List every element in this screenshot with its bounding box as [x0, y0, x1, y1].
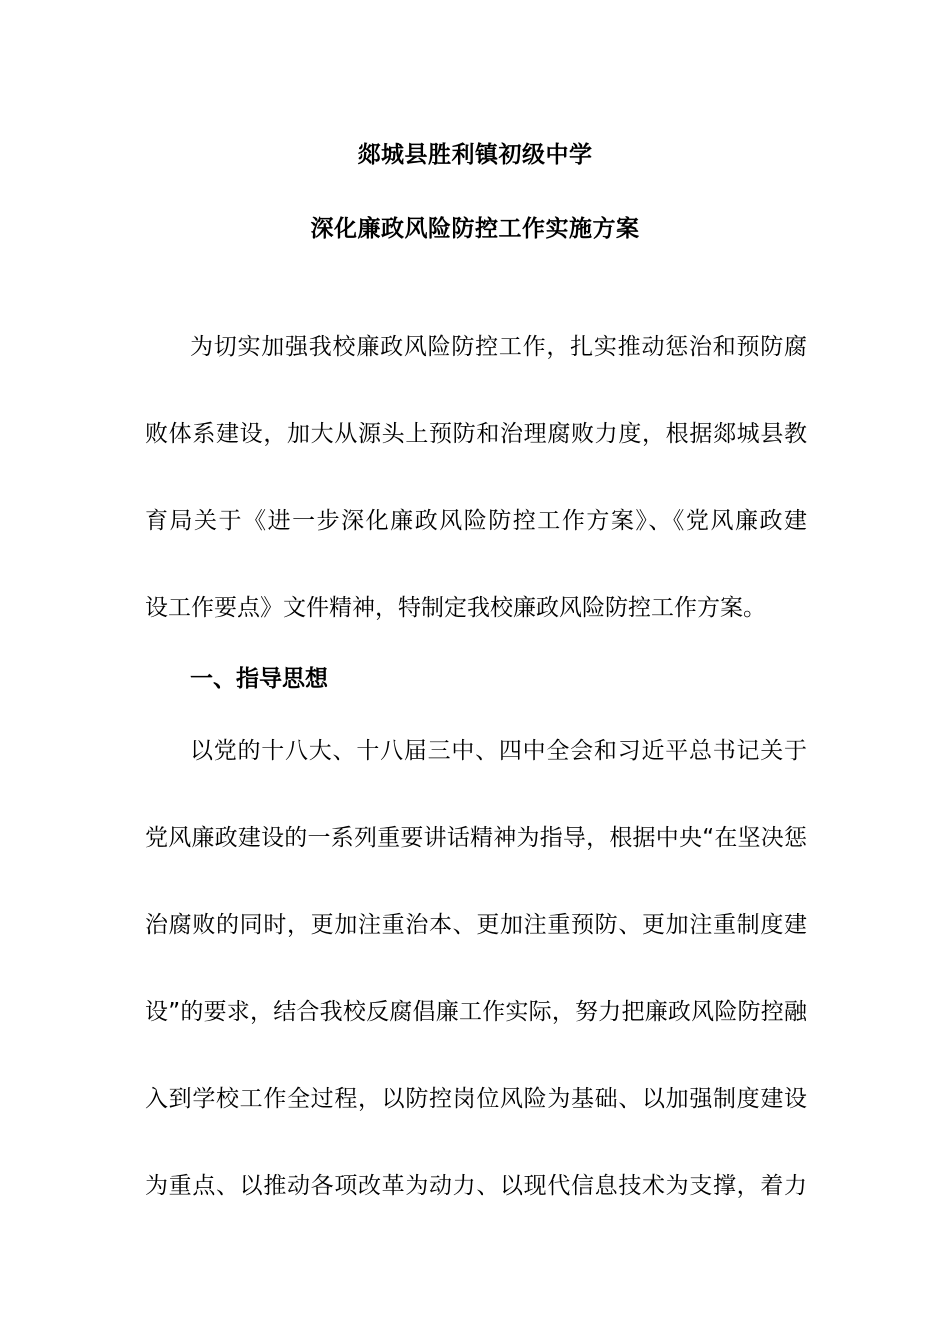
paragraph-line: 为重点、以推动各项改革为动力、以现代信息技术为支撑，着力 [145, 1173, 807, 1199]
document-title-line-1: 郯城县胜利镇初级中学 [357, 142, 593, 168]
paragraph-line: 败体系建设，加大从源头上预防和治理腐败力度，根据郯城县教 [145, 421, 807, 447]
paragraph-line: 以党的十八大、十八届三中、四中全会和习近平总书记关于 [190, 738, 807, 764]
document-title-line-2: 深化廉政风险防控工作实施方案 [310, 216, 640, 242]
paragraph-line: 治腐败的同时，更加注重治本、更加注重预防、更加注重制度建 [145, 912, 807, 938]
paragraph-line: 入到学校工作全过程，以防控岗位风险为基础、以加强制度建设 [145, 1086, 807, 1112]
paragraph-line: 党风廉政建设的一系列重要讲话精神为指导，根据中央“在坚决惩 [145, 825, 807, 851]
paragraph-line: 为切实加强我校廉政风险防控工作，扎实推动惩治和预防腐 [190, 334, 807, 360]
paragraph-line: 设”的要求，结合我校反腐倡廉工作实际，努力把廉政风险防控融 [145, 999, 807, 1025]
paragraph-line: 设工作要点》文件精神，特制定我校廉政风险防控工作方案。 [145, 595, 766, 621]
paragraph-line: 育局关于《进一步深化廉政风险防控工作方案》、《党风廉政建 [145, 508, 807, 534]
section-heading: 一、指导思想 [190, 666, 328, 692]
